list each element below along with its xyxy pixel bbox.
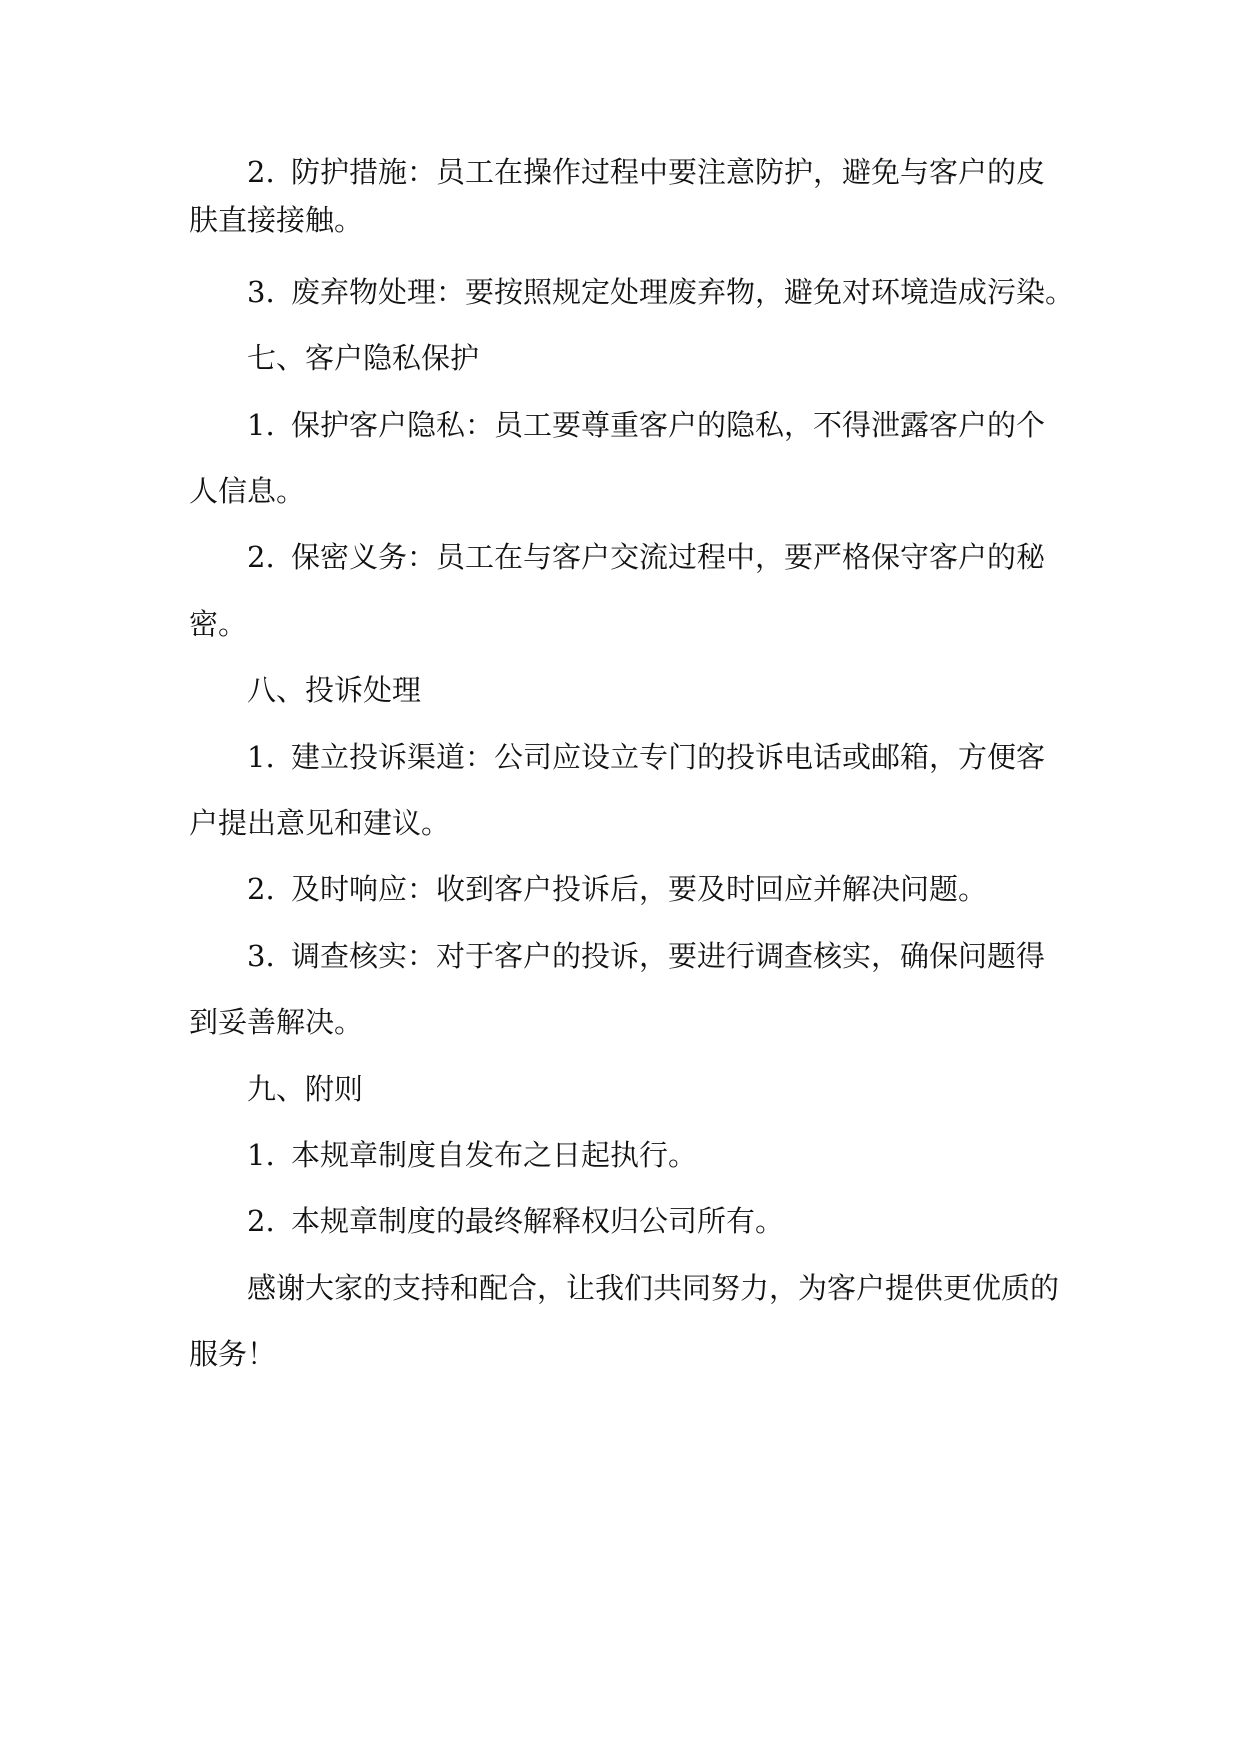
line-text: 废弃物处理：要按照规定处理废弃物，避免对环境造成污染。 <box>291 275 1075 309</box>
line-text: 肤直接接触。 <box>189 203 364 237</box>
item-number: 3. <box>247 275 275 309</box>
item-number: 2. <box>247 872 275 906</box>
item-number: 2. <box>247 540 275 574</box>
paragraph-line <box>247 936 1069 976</box>
line-text: 及时响应：收到客户投诉后，要及时回应并解决问题。 <box>291 872 988 906</box>
item-number: 1. <box>247 408 275 442</box>
item-number: 1. <box>247 740 275 774</box>
section-heading <box>247 1069 1069 1109</box>
line-text: 调查核实：对于客户的投诉，要进行调查核实，确保问题得 <box>291 939 1046 973</box>
heading-text: 九、附则 <box>247 1072 364 1106</box>
item-number: 3. <box>247 939 275 973</box>
item-number: 1. <box>247 1138 275 1172</box>
item-number: 2. <box>247 155 275 189</box>
line-text: 感谢大家的支持和配合，让我们共同努力，为客户提供更优质的 <box>247 1271 1060 1305</box>
paragraph-line <box>247 1135 1069 1175</box>
paragraph-line <box>247 152 1069 192</box>
paragraph-line <box>189 471 1069 511</box>
line-text: 本规章制度的最终解释权归公司所有。 <box>291 1204 785 1238</box>
line-text: 保密义务：员工在与客户交流过程中，要严格保守客户的秘 <box>291 540 1046 574</box>
paragraph-line <box>189 1002 1069 1042</box>
paragraph-line <box>247 1201 1069 1241</box>
line-text: 户提出意见和建议。 <box>189 806 451 840</box>
paragraph-line <box>189 200 1069 240</box>
line-text: 密。 <box>189 607 248 641</box>
heading-text: 七、客户隐私保护 <box>247 341 480 375</box>
paragraph-line <box>247 737 1069 777</box>
paragraph-line <box>247 405 1069 445</box>
section-heading <box>247 338 1069 378</box>
paragraph-line <box>189 803 1069 843</box>
paragraph-line <box>189 604 1069 644</box>
line-text: 本规章制度自发布之日起执行。 <box>291 1138 698 1172</box>
closing-paragraph-line <box>247 1268 1069 1308</box>
line-text: 防护措施：员工在操作过程中要注意防护，避免与客户的皮 <box>291 155 1046 189</box>
line-text: 人信息。 <box>189 474 306 508</box>
line-text: 建立投诉渠道：公司应设立专门的投诉电话或邮箱，方便客 <box>291 740 1046 774</box>
line-text: 保护客户隐私：员工要尊重客户的隐私，不得泄露客户的个 <box>291 408 1046 442</box>
paragraph-line <box>247 537 1069 577</box>
section-heading <box>247 670 1069 710</box>
line-text: 服务！ <box>189 1337 277 1371</box>
line-text: 到妥善解决。 <box>189 1005 364 1039</box>
heading-text: 八、投诉处理 <box>247 673 422 707</box>
paragraph-line <box>247 272 1075 312</box>
paragraph-line <box>247 869 1069 909</box>
item-number: 2. <box>247 1204 275 1238</box>
closing-paragraph-line <box>189 1334 1069 1374</box>
